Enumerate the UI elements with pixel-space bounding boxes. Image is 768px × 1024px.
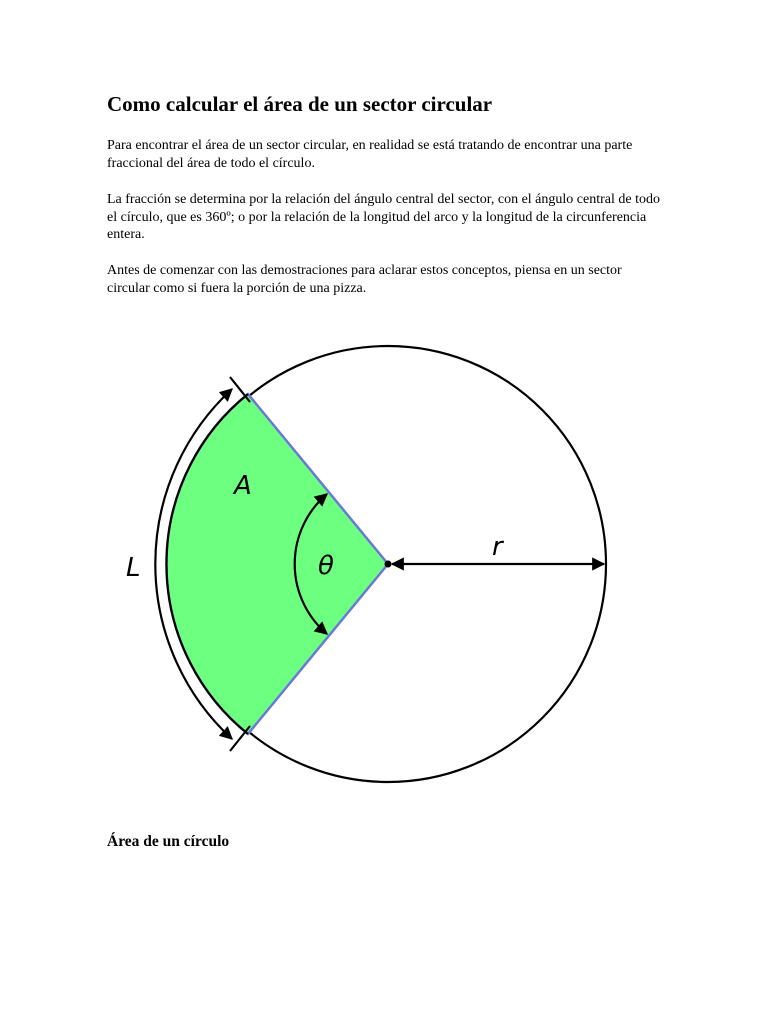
paragraph-pizza: Antes de comenzar con las demostraciones para aclarar estos conceptos, piensa en un sector circular como si fuera la porción de una pizza.	[107, 263, 622, 296]
center-point	[385, 561, 392, 568]
arc-length-label: L	[126, 553, 141, 583]
arc-tick-top	[230, 377, 250, 402]
section-heading: Área de un círculo	[107, 833, 230, 850]
arc-tick-bottom	[230, 726, 250, 751]
paragraph-intro: Para encontrar el área de un sector circular, en realidad se está tratando de encontrar una parte fraccional del área de todo el círculo.	[107, 138, 633, 171]
angle-label: θ	[318, 551, 334, 581]
radius-label: r	[492, 532, 503, 562]
page-title: Como calcular el área de un sector circular	[107, 92, 493, 116]
area-label: A	[234, 471, 252, 501]
paragraph-fraction: La fracción se determina por la relación del ángulo central del sector, con el ángulo central de todo el círculo, que es 360º; o por la relación de la longitud del arco y la longitud de la circunferencia entera.	[107, 192, 660, 243]
